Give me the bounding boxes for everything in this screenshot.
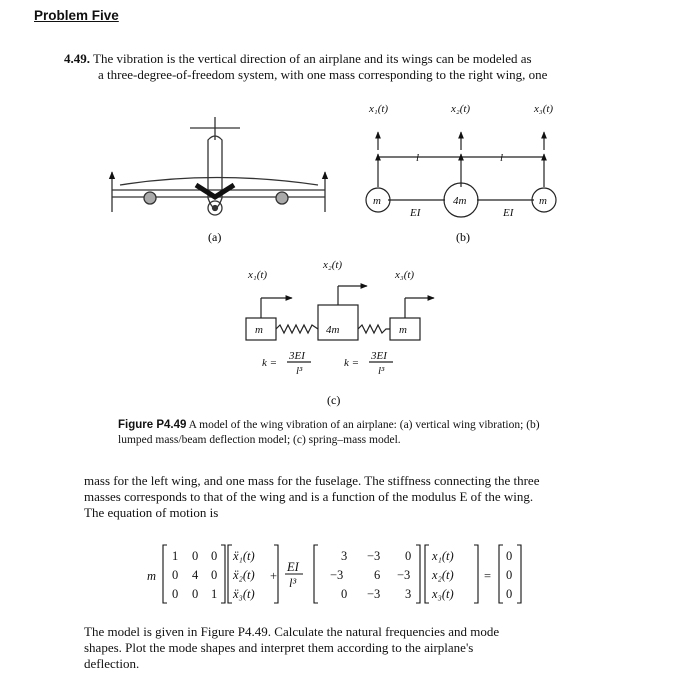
k-den-right: l³ [378, 365, 385, 377]
mass-m-c-right: m [399, 324, 407, 336]
eq-equals: = [484, 569, 492, 583]
k-den-left: l³ [296, 365, 303, 377]
cont-line-2: masses corresponds to that of the wing and is a function of the modulus E of the wing. [84, 489, 534, 504]
mass-4m-center: 4m [453, 195, 467, 207]
M-1-2: 0 [192, 549, 199, 563]
label-x2-b: x₂(t) [451, 103, 471, 115]
problem-heading: Problem Five [34, 8, 119, 23]
len-l-right: l [500, 152, 504, 164]
label-x1-b: x₁(t) [369, 103, 389, 115]
caption-text: A model of the wing vibration of an airplane: (a) vertical wing vibration; (b) lumped mass/beam deflection model; (c) spring–mass model. [118, 419, 540, 446]
equation-of-motion [147, 545, 521, 603]
accel-3: ẍ₃(t) [233, 587, 255, 601]
K-3-3: 3 [405, 587, 412, 601]
disp-1: x₁(t) [432, 549, 454, 563]
k-eq-right: k = [344, 357, 360, 369]
problem-continuation [84, 473, 604, 521]
K-3-1: 0 [341, 587, 348, 601]
K-1-2: −3 [367, 549, 381, 563]
label-x3-c: x₃(t) [395, 269, 415, 281]
eq-coef-num: EI [287, 560, 299, 574]
beam-ei-left: EI [410, 207, 421, 219]
k-num-left: 3EI [289, 350, 305, 362]
disp-3: x₃(t) [432, 587, 454, 601]
zero-1: 0 [506, 549, 513, 563]
caption-title: Figure P4.49 [118, 419, 187, 431]
K-1-1: 3 [341, 549, 348, 563]
label-x1-c: x₁(t) [248, 269, 268, 281]
wing-upper-curve [120, 178, 318, 186]
K-2-3: −3 [397, 568, 411, 582]
M-3-3: 1 [211, 587, 218, 601]
eq-coef-den: l³ [289, 576, 297, 590]
accel-1: ẍ₁(t) [233, 549, 255, 563]
wing-chevron [196, 185, 234, 197]
closing-line-3: deflection. [84, 656, 140, 671]
K-2-2: 6 [374, 568, 381, 582]
zero-3: 0 [506, 587, 513, 601]
closing-line-1: The model is given in Figure P4.49. Calculate the natural frequencies and mode [84, 624, 500, 639]
figure-caption [118, 418, 558, 448]
M-1-1: 1 [172, 549, 179, 563]
spring-left [276, 325, 318, 333]
k-eq-left: k = [262, 357, 278, 369]
closing-line-2: shapes. Plot the mode shapes and interpret them according to the airplane's [84, 640, 474, 655]
right-engine [276, 192, 288, 204]
airplane-drawing [112, 117, 325, 215]
M-2-1: 0 [172, 568, 179, 582]
label-a: (a) [208, 230, 222, 244]
K-1-3: 0 [405, 549, 412, 563]
cont-line-1: mass for the left wing, and one mass for the fuselage. The stiffness connecting the three [84, 473, 540, 488]
zero-2: 0 [506, 568, 513, 582]
spring-right [358, 325, 390, 333]
eq-plus: + [270, 569, 278, 583]
M-2-3: 0 [211, 568, 218, 582]
k-num-right: 3EI [371, 350, 387, 362]
M-3-2: 0 [192, 587, 199, 601]
label-x2-c: x₂(t) [323, 259, 343, 271]
problem-number: 4.49. [64, 51, 90, 66]
M-2-2: 4 [192, 568, 199, 582]
mass-4m-c-center: 4m [326, 324, 340, 336]
len-l-left: l [416, 152, 420, 164]
beam-ei-right: EI [503, 207, 514, 219]
intro-line-2: a three-degree-of-freedom system, with one mass corresponding to the right wing, one [98, 67, 548, 82]
M-3-1: 0 [172, 587, 179, 601]
eq-coef-m: m [147, 569, 157, 583]
accel-2: ẍ₂(t) [233, 568, 255, 582]
left-engine [144, 192, 156, 204]
intro-line-1: The vibration is the vertical direction of an airplane and its wings can be modeled as [93, 51, 532, 66]
mass-m-c-left: m [255, 324, 263, 336]
mass-m-left: m [373, 195, 381, 207]
label-c: (c) [327, 393, 341, 407]
mass-m-right: m [539, 195, 547, 207]
problem-closing [84, 624, 594, 672]
M-1-3: 0 [211, 549, 218, 563]
label-b: (b) [456, 230, 470, 244]
K-2-1: −3 [330, 568, 344, 582]
K-3-2: −3 [367, 587, 381, 601]
cont-line-3: The equation of motion is [84, 505, 219, 520]
label-x3-b: x₃(t) [534, 103, 554, 115]
disp-2: x₂(t) [432, 568, 454, 582]
